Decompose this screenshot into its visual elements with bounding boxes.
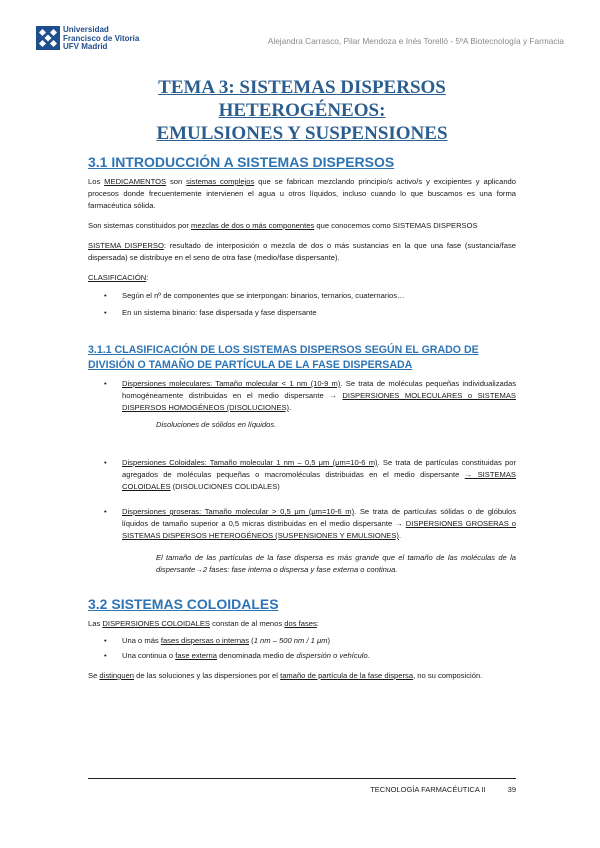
list-item <box>88 635 516 647</box>
term-sistemas-complejos: sistemas complejos <box>186 177 255 186</box>
text-run: : <box>146 273 149 282</box>
section-heading-3-2: 3.2 SISTEMAS COLOIDALES <box>88 596 279 612</box>
university-crest-icon <box>36 26 60 50</box>
footer-divider <box>88 778 516 779</box>
bullet-icon: • <box>104 291 107 300</box>
term-dispersion-vehiculo: dispersión o vehículo <box>296 651 368 660</box>
term-tamano-particula: tamaño de partícula de la fase dispersa <box>280 671 414 680</box>
text-run: que se fabrican mezclando principio/s activo/s y excipientes y aplicando procesos donde frecuentemente intervienen el agua u otros líquidos, incluso cuando lo que buscamos es una forma farmacéutica sólida. <box>88 177 516 210</box>
section-heading-3-1: 3.1 INTRODUCCIÓN A SISTEMAS DISPERSOS <box>88 154 395 170</box>
text-run: Se <box>88 671 100 680</box>
text-run: : resultado de interposición o mezcla de dos o más sustancias en la que una fase (sustancia/fase dispersada) se distribuye en el seno de otra fase (medio/fase dispersante). <box>88 241 516 262</box>
dispersiones-list-2 <box>88 457 516 542</box>
text-run: (DISOLUCIONES COLIDALES) <box>170 482 280 491</box>
header-authors: Alejandra Carrasco, Pilar Mendoza e Inés Torelló - 5ºA Biotecnología y Farmacia <box>267 36 564 46</box>
term-sistema-disperso: SISTEMA DISPERSO <box>88 241 164 250</box>
term-dispersiones-moleculares: Dispersiones moleculares: Tamaño molecular < 1 nm (10-9 m) <box>122 379 341 388</box>
page-footer <box>88 778 516 794</box>
text-run: . Se trata de partículas constituidas por agregados de moléculas pequeñas o macromoléculas distribuidas en el medio dispersante <box>122 458 516 479</box>
term-dispersiones-coloidales-2: DISPERSIONES COLOIDALES <box>102 619 210 628</box>
paragraph-medicamentos <box>88 176 516 212</box>
term-distinguen: distinguen <box>99 671 135 680</box>
text-run: Los <box>88 177 105 186</box>
text-run: . Se trata de partículas sólidas o de glóbulos líquidos de tamaño superior a 0,5 micras distribuidas en el medio dispersante → <box>122 507 516 528</box>
bullet-icon: • <box>104 636 107 645</box>
logo-line: Universidad <box>63 25 109 34</box>
term-sistemas-heterogeneos: DISPERSIONES GROSERAS o SISTEMAS DISPERSOS HETEROGÉNEOS (SUSPENSIONES Y EMULSIONES) <box>122 519 516 540</box>
text-run: . <box>398 531 402 540</box>
bullet-icon: • <box>104 651 107 660</box>
text-run: Una o más <box>122 636 161 645</box>
list-item <box>88 378 516 414</box>
university-logo <box>36 26 139 52</box>
paragraph-dispersiones-coloidales <box>88 618 516 630</box>
document-title <box>88 76 516 145</box>
page-number: 39 <box>507 785 516 794</box>
list-item <box>88 506 516 542</box>
text-run: ( <box>249 636 254 645</box>
note-tamano-particulas: El tamaño de las partículas de la fase dispersa es más grande que el tamaño de las moléculas de la dispersante→2 fases: fase interna o dispersa y fase externa o continua. <box>156 553 516 574</box>
logo-line: Francisco de Vitoria <box>63 33 140 43</box>
list-item <box>88 457 516 493</box>
page-header <box>36 26 564 62</box>
text-run: son <box>166 177 187 186</box>
text-run: de las soluciones y las dispersiones por el <box>134 671 281 680</box>
list-item-text: En un sistema binario: fase dispersada y fase dispersante <box>122 308 317 317</box>
paragraph-sistema-disperso <box>88 240 516 264</box>
term-dispersiones-coloidales: Dispersiones Coloidales: Tamaño molecular 1 nm – 0,5 μm (μm=10-6 m) <box>122 458 378 467</box>
bullet-icon: • <box>104 308 107 317</box>
title-line: TEMA 3: SISTEMAS DISPERSOS HETEROGÉNEOS: <box>158 77 446 121</box>
text-run: , no su composición. <box>413 671 483 680</box>
term-disoluciones: DISPERSIONES MOLECULARES o SISTEMAS DISPERSOS HOMOGÉNEOS (DISOLUCIONES) <box>122 391 517 412</box>
text-run: constan de al menos <box>209 619 285 628</box>
logo-line: UFV Madrid <box>63 42 108 51</box>
size-range: 1 nm – 500 nm / 1 μm <box>253 636 328 645</box>
section-heading-3-1-1: 3.1.1 CLASIFICACIÓN DE LOS SISTEMAS DISPERSOS SEGÚN EL GRADO DE DIVISIÓN O TAMAÑO DE PARTÍCULA DE LA FASE DISPERSADA <box>88 344 479 371</box>
label-clasificacion: CLASIFICACIÓN <box>88 273 147 282</box>
term-dispersiones-groseras: Dispersiones groseras: Tamaño molecular > 0,5 μm (μm=10-6 m) <box>122 507 355 516</box>
bullet-icon: • <box>104 507 107 516</box>
term-fases-dispersas: fases dispersas o internas <box>160 636 250 645</box>
title-line: EMULSIONES Y SUSPENSIONES <box>156 123 448 144</box>
text-run: . Se trata de moléculas pequeñas individualizadas homogéneamente distribuidas en el medio dispersante → <box>122 379 517 400</box>
text-run: Las <box>88 619 103 628</box>
term-fase-externa: fase externa <box>175 651 217 660</box>
paragraph-distinguen <box>88 670 516 682</box>
document-body <box>88 76 516 682</box>
text-run: . <box>289 403 292 412</box>
list-item-text: Según el nº de componentes que se interpongan: binarios, ternarios, cuaternarios… <box>122 291 405 300</box>
term-medicamentos: MEDICAMENTOS <box>104 177 167 186</box>
fases-list <box>88 635 516 662</box>
bullet-icon: • <box>104 379 107 388</box>
text-run: . <box>367 651 370 660</box>
text-run: Una continua o <box>122 651 176 660</box>
list-item <box>88 290 516 302</box>
text-run: ) <box>327 636 331 645</box>
clasificacion-list <box>88 290 516 319</box>
bullet-icon: • <box>104 458 107 467</box>
note-disoluciones: Disoluciones de sólidos en líquidos. <box>156 420 277 429</box>
list-item <box>88 650 516 662</box>
term-mezclas: mezclas de dos o más componentes <box>191 221 315 230</box>
term-sistemas-coloidales: → SISTEMAS COLOIDALES <box>122 470 516 491</box>
logo-text <box>63 26 139 52</box>
text-run: Son sistemas constituidos por <box>88 221 191 230</box>
footer-course: TECNOLOGÍA FARMACÉUTICA II <box>370 785 486 794</box>
text-run: : <box>316 619 319 628</box>
text-run: que conocemos como SISTEMAS DISPERSOS <box>314 221 478 230</box>
term-dos-fases: dos fases <box>284 619 317 628</box>
footer-text <box>370 785 516 794</box>
dispersiones-list <box>88 378 516 414</box>
text-run: denominada medio de <box>217 651 297 660</box>
paragraph-clasificacion <box>88 272 516 284</box>
paragraph-mezclas <box>88 220 516 232</box>
list-item <box>88 307 516 319</box>
